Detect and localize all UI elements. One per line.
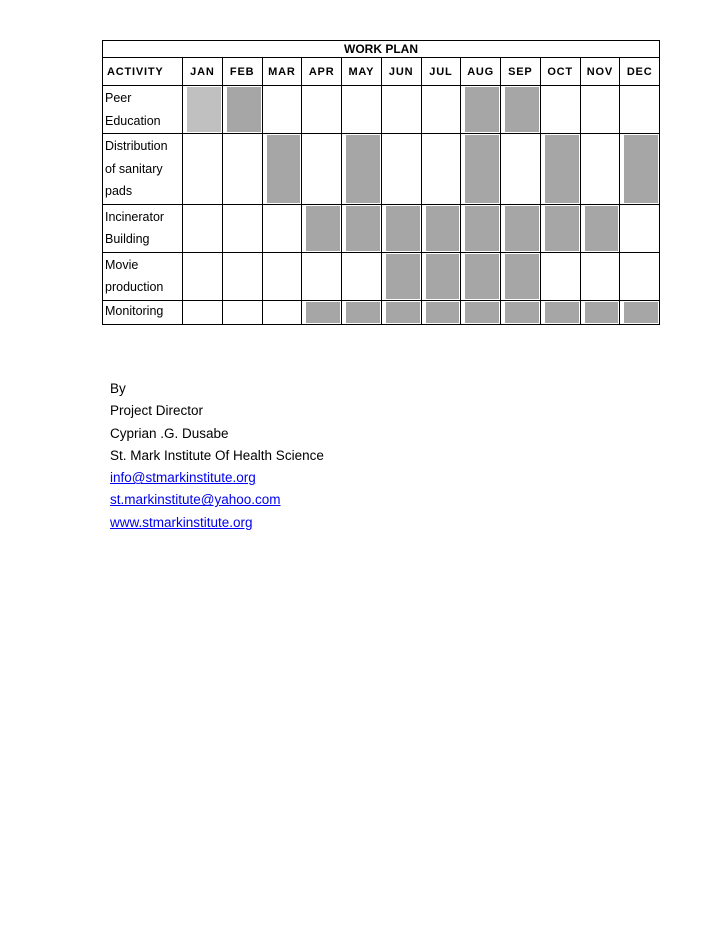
cell-fill [624,254,658,299]
cell-fill [386,87,420,132]
shaded-month-cell [421,204,461,252]
table-row [103,86,660,134]
website-link[interactable]: www.stmarkinstitute.org [110,514,253,530]
shaded-month-cell [421,252,461,300]
empty-month-cell [620,204,660,252]
shaded-month-cell [620,300,660,324]
month-header: FEB [222,58,262,86]
shaded-month-cell [302,204,342,252]
cell-fill [505,135,539,203]
cell-fill [545,254,579,299]
shaded-month-cell [580,204,620,252]
cell-fill [306,302,340,323]
cell-fill [465,135,499,203]
month-header: OCT [540,58,580,86]
work-plan-table [102,40,660,325]
empty-month-cell [381,134,421,205]
organization-name: St. Mark Institute Of Health Science [110,447,324,463]
director-name: Cyprian .G. Dusabe [110,425,229,441]
cell-fill [386,254,420,299]
empty-month-cell [262,86,302,134]
empty-month-cell [302,252,342,300]
work-plan-title: WORK PLAN [103,41,660,58]
shaded-month-cell [620,134,660,205]
cell-fill [545,206,579,251]
cell-fill [426,87,460,132]
cell-fill [346,206,380,251]
shaded-month-cell [381,204,421,252]
email-link-info[interactable]: info@stmarkinstitute.org [110,470,256,486]
empty-month-cell [580,86,620,134]
cell-fill [624,206,658,251]
empty-month-cell [222,134,262,205]
cell-fill [465,254,499,299]
empty-month-cell [381,86,421,134]
table-row [103,300,660,324]
month-header: DEC [620,58,660,86]
empty-month-cell [183,134,223,205]
empty-month-cell [620,252,660,300]
empty-month-cell [540,86,580,134]
cell-fill [267,135,301,203]
shaded-month-cell [501,252,541,300]
cell-fill [465,206,499,251]
table-row [103,134,660,205]
cell-fill [386,302,420,323]
shaded-month-cell [461,252,501,300]
empty-month-cell [302,86,342,134]
month-header: JUN [381,58,421,86]
cell-fill [505,254,539,299]
shaded-month-cell [540,300,580,324]
shaded-month-cell [421,300,461,324]
shaded-month-cell [342,134,382,205]
cell-fill [426,302,460,323]
shaded-month-cell [262,134,302,205]
month-header: APR [302,58,342,86]
shaded-month-cell [461,134,501,205]
table-row [103,252,660,300]
cell-fill [267,87,301,132]
cell-fill [585,135,619,203]
empty-month-cell [580,134,620,205]
shaded-month-cell [540,204,580,252]
cell-fill [545,135,579,203]
empty-month-cell [183,204,223,252]
cell-fill [187,302,221,323]
cell-fill [346,135,380,203]
cell-fill [267,254,301,299]
cell-fill [426,206,460,251]
cell-fill [624,135,658,203]
cell-fill [227,254,261,299]
cell-fill [306,87,340,132]
cell-fill [386,135,420,203]
cell-fill [585,254,619,299]
cell-fill [346,302,380,323]
activity-header: ACTIVITY [103,58,183,86]
empty-month-cell [421,86,461,134]
cell-fill [505,87,539,132]
cell-fill [346,87,380,132]
month-header: NOV [580,58,620,86]
cell-fill [465,302,499,323]
signature-block [110,378,324,534]
activity-label: Incinerator Building [103,204,183,252]
cell-fill [267,302,301,323]
cell-fill [306,206,340,251]
month-header: SEP [501,58,541,86]
shaded-month-cell [183,86,223,134]
cell-fill [585,206,619,251]
cell-fill [346,254,380,299]
cell-fill [426,135,460,203]
shaded-month-cell [381,300,421,324]
cell-fill [187,87,221,132]
month-header: MAR [262,58,302,86]
empty-month-cell [342,86,382,134]
empty-month-cell [501,134,541,205]
empty-month-cell [342,252,382,300]
empty-month-cell [620,86,660,134]
cell-fill [545,87,579,132]
empty-month-cell [183,252,223,300]
shaded-month-cell [461,86,501,134]
cell-fill [505,206,539,251]
cell-fill [227,135,261,203]
cell-fill [585,87,619,132]
month-header: JUL [421,58,461,86]
empty-month-cell [302,134,342,205]
cell-fill [545,302,579,323]
shaded-month-cell [222,86,262,134]
cell-fill [187,135,221,203]
empty-month-cell [262,300,302,324]
empty-month-cell [540,252,580,300]
cell-fill [306,254,340,299]
cell-fill [624,87,658,132]
activity-label: Monitoring [103,300,183,324]
shaded-month-cell [501,86,541,134]
empty-month-cell [580,252,620,300]
shaded-month-cell [381,252,421,300]
empty-month-cell [222,300,262,324]
cell-fill [465,87,499,132]
month-header: AUG [461,58,501,86]
shaded-month-cell [342,204,382,252]
cell-fill [585,302,619,323]
empty-month-cell [183,300,223,324]
email-link-yahoo[interactable]: st.markinstitute@yahoo.com [110,492,281,508]
activity-label: Peer Education [103,86,183,134]
empty-month-cell [421,134,461,205]
header-row [103,58,660,86]
cell-fill [267,206,301,251]
month-header: MAY [342,58,382,86]
shaded-month-cell [580,300,620,324]
cell-fill [227,206,261,251]
shaded-month-cell [342,300,382,324]
shaded-month-cell [501,300,541,324]
cell-fill [227,87,261,132]
cell-fill [624,302,658,323]
shaded-month-cell [461,300,501,324]
by-label: By [110,381,126,396]
cell-fill [187,206,221,251]
cell-fill [227,302,261,323]
shaded-month-cell [302,300,342,324]
shaded-month-cell [540,134,580,205]
activity-label: Distribution of sanitary pads [103,134,183,205]
month-header: JAN [183,58,223,86]
cell-fill [426,254,460,299]
empty-month-cell [262,204,302,252]
shaded-month-cell [461,204,501,252]
shaded-month-cell [501,204,541,252]
cell-fill [187,254,221,299]
empty-month-cell [222,204,262,252]
cell-fill [386,206,420,251]
activity-label: Movie production [103,252,183,300]
director-role: Project Director [110,403,204,419]
cell-fill [306,135,340,203]
table-row [103,204,660,252]
empty-month-cell [222,252,262,300]
empty-month-cell [262,252,302,300]
cell-fill [505,302,539,323]
